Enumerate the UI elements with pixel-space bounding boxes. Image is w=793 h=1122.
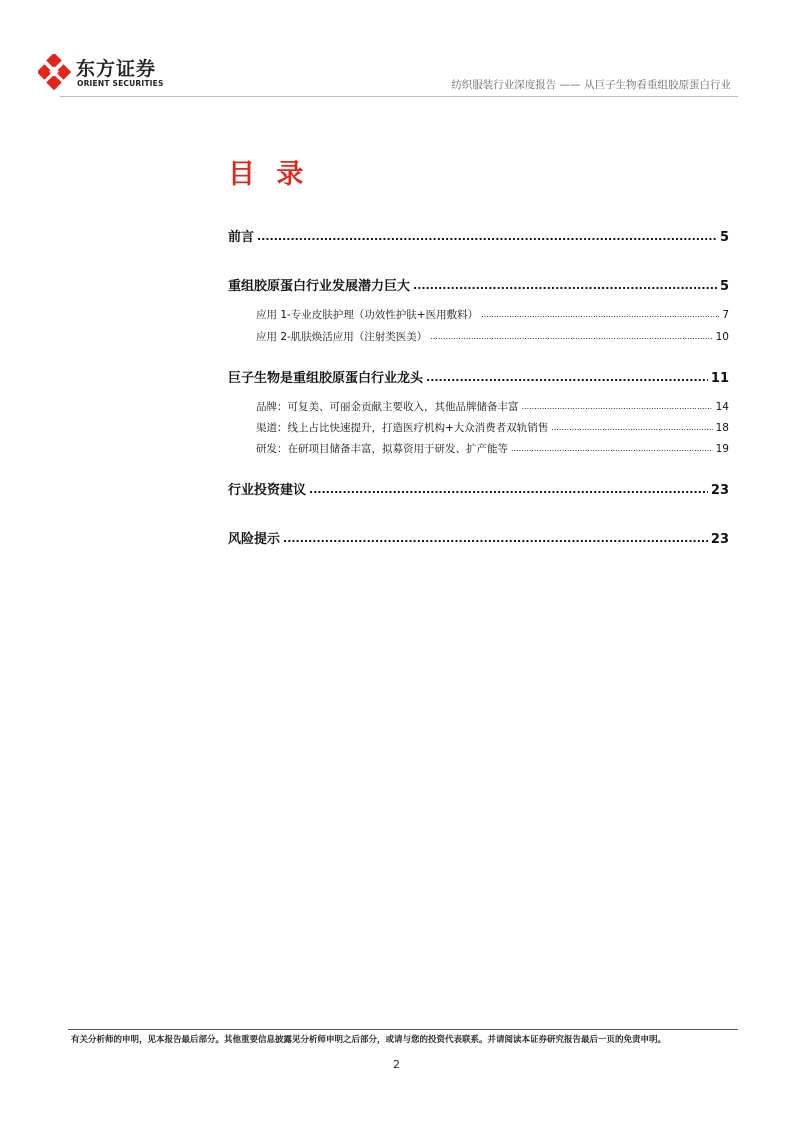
toc-entry-label: 研发：在研项目储备丰富，拟募资用于研发、扩产能等 bbox=[256, 443, 508, 455]
toc-dot-leader bbox=[522, 402, 713, 411]
toc-entry[interactable] bbox=[228, 226, 729, 245]
toc-entry[interactable] bbox=[228, 479, 729, 498]
toc-entry-page: 14 bbox=[715, 401, 729, 413]
toc-dot-leader bbox=[481, 310, 719, 319]
toc-entry[interactable] bbox=[228, 367, 729, 386]
toc-entry-label: 应用 1-专业皮肤护理（功效性护肤+医用敷料） bbox=[256, 309, 479, 321]
orient-logo-icon bbox=[38, 54, 74, 90]
toc-dot-leader bbox=[283, 532, 708, 545]
toc-entry-label: 重组胶原蛋白行业发展潜力巨大 bbox=[228, 279, 411, 294]
toc-entry-label: 巨子生物是重组胶原蛋白行业龙头 bbox=[228, 371, 424, 386]
toc-entry[interactable] bbox=[256, 399, 729, 414]
toc-entry-label: 风险提示 bbox=[228, 532, 281, 547]
toc-dot-leader bbox=[413, 279, 717, 292]
toc-dot-leader bbox=[430, 332, 712, 341]
logo-chinese-name: 东方证券 bbox=[76, 58, 157, 80]
company-logo bbox=[38, 52, 188, 92]
toc-entry-page: 23 bbox=[710, 532, 729, 547]
toc-entry-page: 5 bbox=[719, 230, 729, 245]
toc-entry-label: 行业投资建议 bbox=[228, 483, 307, 498]
toc-dot-leader bbox=[551, 423, 712, 432]
toc-entry-label: 品牌：可复美、可丽金贡献主要收入，其他品牌储备丰富 bbox=[256, 401, 519, 413]
toc-dot-leader bbox=[511, 444, 713, 453]
report-title: 纺织服装行业深度报告 —— 从巨子生物看重组胶原蛋白行业 bbox=[451, 79, 731, 91]
header-divider bbox=[60, 96, 738, 97]
toc-entry[interactable] bbox=[228, 275, 729, 294]
toc-entry[interactable] bbox=[256, 420, 729, 435]
toc-entry-page: 18 bbox=[715, 422, 729, 434]
toc-entry-label: 应用 2-肌肤焕活应用（注射类医美） bbox=[256, 331, 428, 343]
toc-dot-leader bbox=[309, 483, 708, 496]
toc-entry[interactable] bbox=[228, 528, 729, 547]
toc-entry-page: 23 bbox=[710, 483, 729, 498]
page-number: 2 bbox=[393, 1058, 400, 1071]
toc-entry-page: 19 bbox=[715, 443, 729, 455]
toc-dot-leader bbox=[257, 230, 717, 243]
toc-entry-page: 10 bbox=[715, 331, 729, 343]
toc-dot-leader bbox=[426, 371, 708, 384]
footer-disclaimer: 有关分析师的申明，见本报告最后部分。其他重要信息披露见分析师申明之后部分，或请与您的投资代表联系。并请阅读本证券研究报告最后一页的免责申明。 bbox=[71, 1035, 667, 1045]
toc-entry-label: 渠道：线上占比快速提升，打造医疗机构+大众消费者双轨销售 bbox=[256, 422, 549, 434]
toc-entry-page: 11 bbox=[710, 371, 729, 386]
toc-entry-label: 前言 bbox=[228, 230, 255, 245]
toc-entry[interactable] bbox=[256, 441, 729, 456]
toc-entry-page: 5 bbox=[719, 279, 729, 294]
toc-entry[interactable] bbox=[256, 329, 729, 344]
footer-divider bbox=[68, 1029, 738, 1030]
toc-heading: 目 录 bbox=[228, 159, 310, 190]
toc-entry[interactable] bbox=[256, 307, 729, 322]
toc-entry-page: 7 bbox=[722, 309, 729, 321]
logo-english-name: ORIENT SECURITIES bbox=[77, 79, 164, 88]
